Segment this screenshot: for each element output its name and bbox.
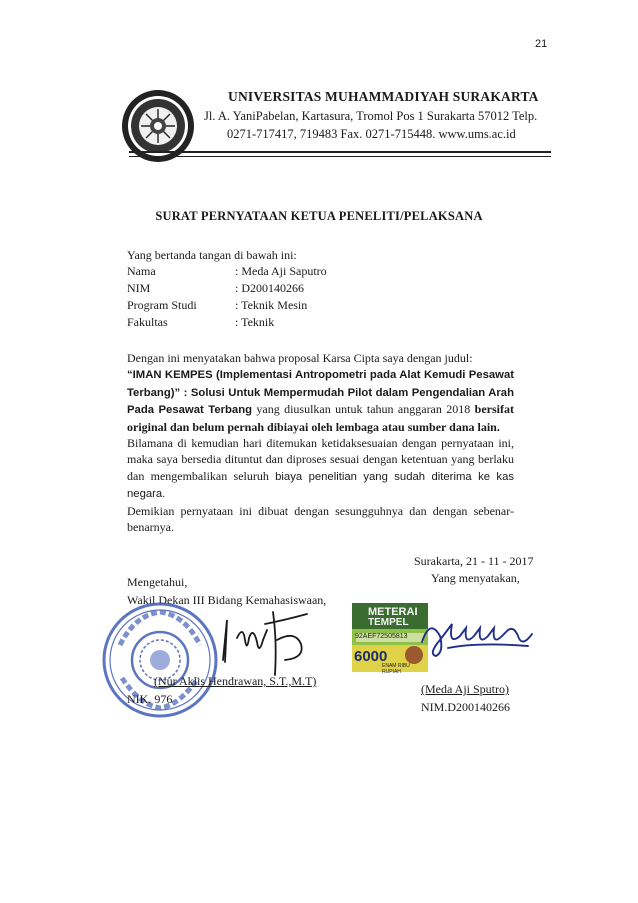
address-line-2: 0271-717417, 719483 Fax. 0271-715448. www.ums.ac.id <box>227 127 516 141</box>
identity-label: Fakultas <box>127 315 168 329</box>
identity-value: : Teknik <box>235 315 275 329</box>
intro-text: Yang bertanda tangan di bawah ini: <box>127 248 297 262</box>
meterai-serial: 92AEF72505813 <box>355 633 408 640</box>
meterai-label-1: METERAI <box>368 606 418 618</box>
document-title: SURAT PERNYATAAN KETUA PENELITI/PELAKSANA <box>155 209 483 223</box>
declarer-name: (Meda Aji Sputro) <box>421 682 509 696</box>
identity-value: : Teknik Mesin <box>235 298 308 312</box>
identity-label: NIM <box>127 281 151 295</box>
proposal-subtitle: : Solusi Untuk Mempermudah Pilot dalam Pengendalian Arah Pada Pesawat Terbang <box>127 386 514 417</box>
meterai-value: 6000 <box>354 648 388 665</box>
closing-text: Demikian pernyataan ini dibuat dengan sesungguhnya dan dengan sebenar-benarnya. <box>127 503 514 535</box>
address-line-1: Jl. A. YaniPabelan, Kartasura, Tromol Pos 1 Surakarta 57012 Telp. <box>204 109 538 123</box>
identity-label: Nama <box>127 264 156 278</box>
statement-paragraph <box>127 366 514 435</box>
revenue-stamp <box>352 603 428 675</box>
approver-nip: NIK. 976 <box>127 692 173 706</box>
approver-signature <box>215 600 315 678</box>
statement-paragraph <box>127 350 514 366</box>
place-date: Surakarta, 21 - 11 - 2017 <box>414 554 534 568</box>
intro-sentence: Dengan ini menyatakan bahwa proposal Karsa Cipta saya dengan judul: <box>127 351 473 365</box>
declarer-signature <box>418 606 538 666</box>
liability-text-2: biaya penelitian yang sudah diterima ke kas negara. <box>127 470 514 501</box>
approver-position: Wakil Dekan III Bidang Kemahasiswaan, <box>127 593 327 607</box>
declarer-nim: NIM.D200140266 <box>421 700 510 714</box>
statement-paragraph <box>127 503 514 536</box>
approver-name: (Nur Aklis Hendrawan, S.T.,M.T) <box>154 674 317 688</box>
statement-paragraph <box>127 435 514 503</box>
statement-body <box>127 350 514 535</box>
funding-year-text: yang diusulkan untuk tahun anggaran 2018 <box>252 402 475 417</box>
approver-caption: Mengetahui, <box>127 575 188 589</box>
originality-statement: bersifat original dan belum pernah dibiayai oleh lembaga atau sumber dana lain. <box>127 402 514 434</box>
identity-label: Program Studi <box>127 298 197 312</box>
meterai-unit: ENAM RIBU RUPIAH <box>382 663 410 675</box>
page-number: 21 <box>535 38 548 50</box>
university-name: UNIVERSITAS MUHAMMADIYAH SURAKARTA <box>228 89 539 104</box>
declarer-caption: Yang menyatakan, <box>431 571 520 585</box>
meterai-label-2: TEMPEL <box>368 617 409 628</box>
identity-value: : D200140266 <box>235 281 304 295</box>
identity-value: : Meda Aji Saputro <box>235 264 327 278</box>
letterhead-divider-thick <box>129 151 551 153</box>
letterhead-divider-thin <box>129 156 551 157</box>
proposal-title: “IMAN KEMPES (Implementasi Antropometri pada Alat Kemudi Pesawat Terbang)” <box>127 369 514 399</box>
liability-text: Bilamana di kemudian hari ditemukan ketidaksesuaian dengan pernyataan ini, maka saya bersedia dituntut dan diproses sesuai dengan ketentuan yang berlaku dan mengembalikan seluruh <box>127 436 514 483</box>
